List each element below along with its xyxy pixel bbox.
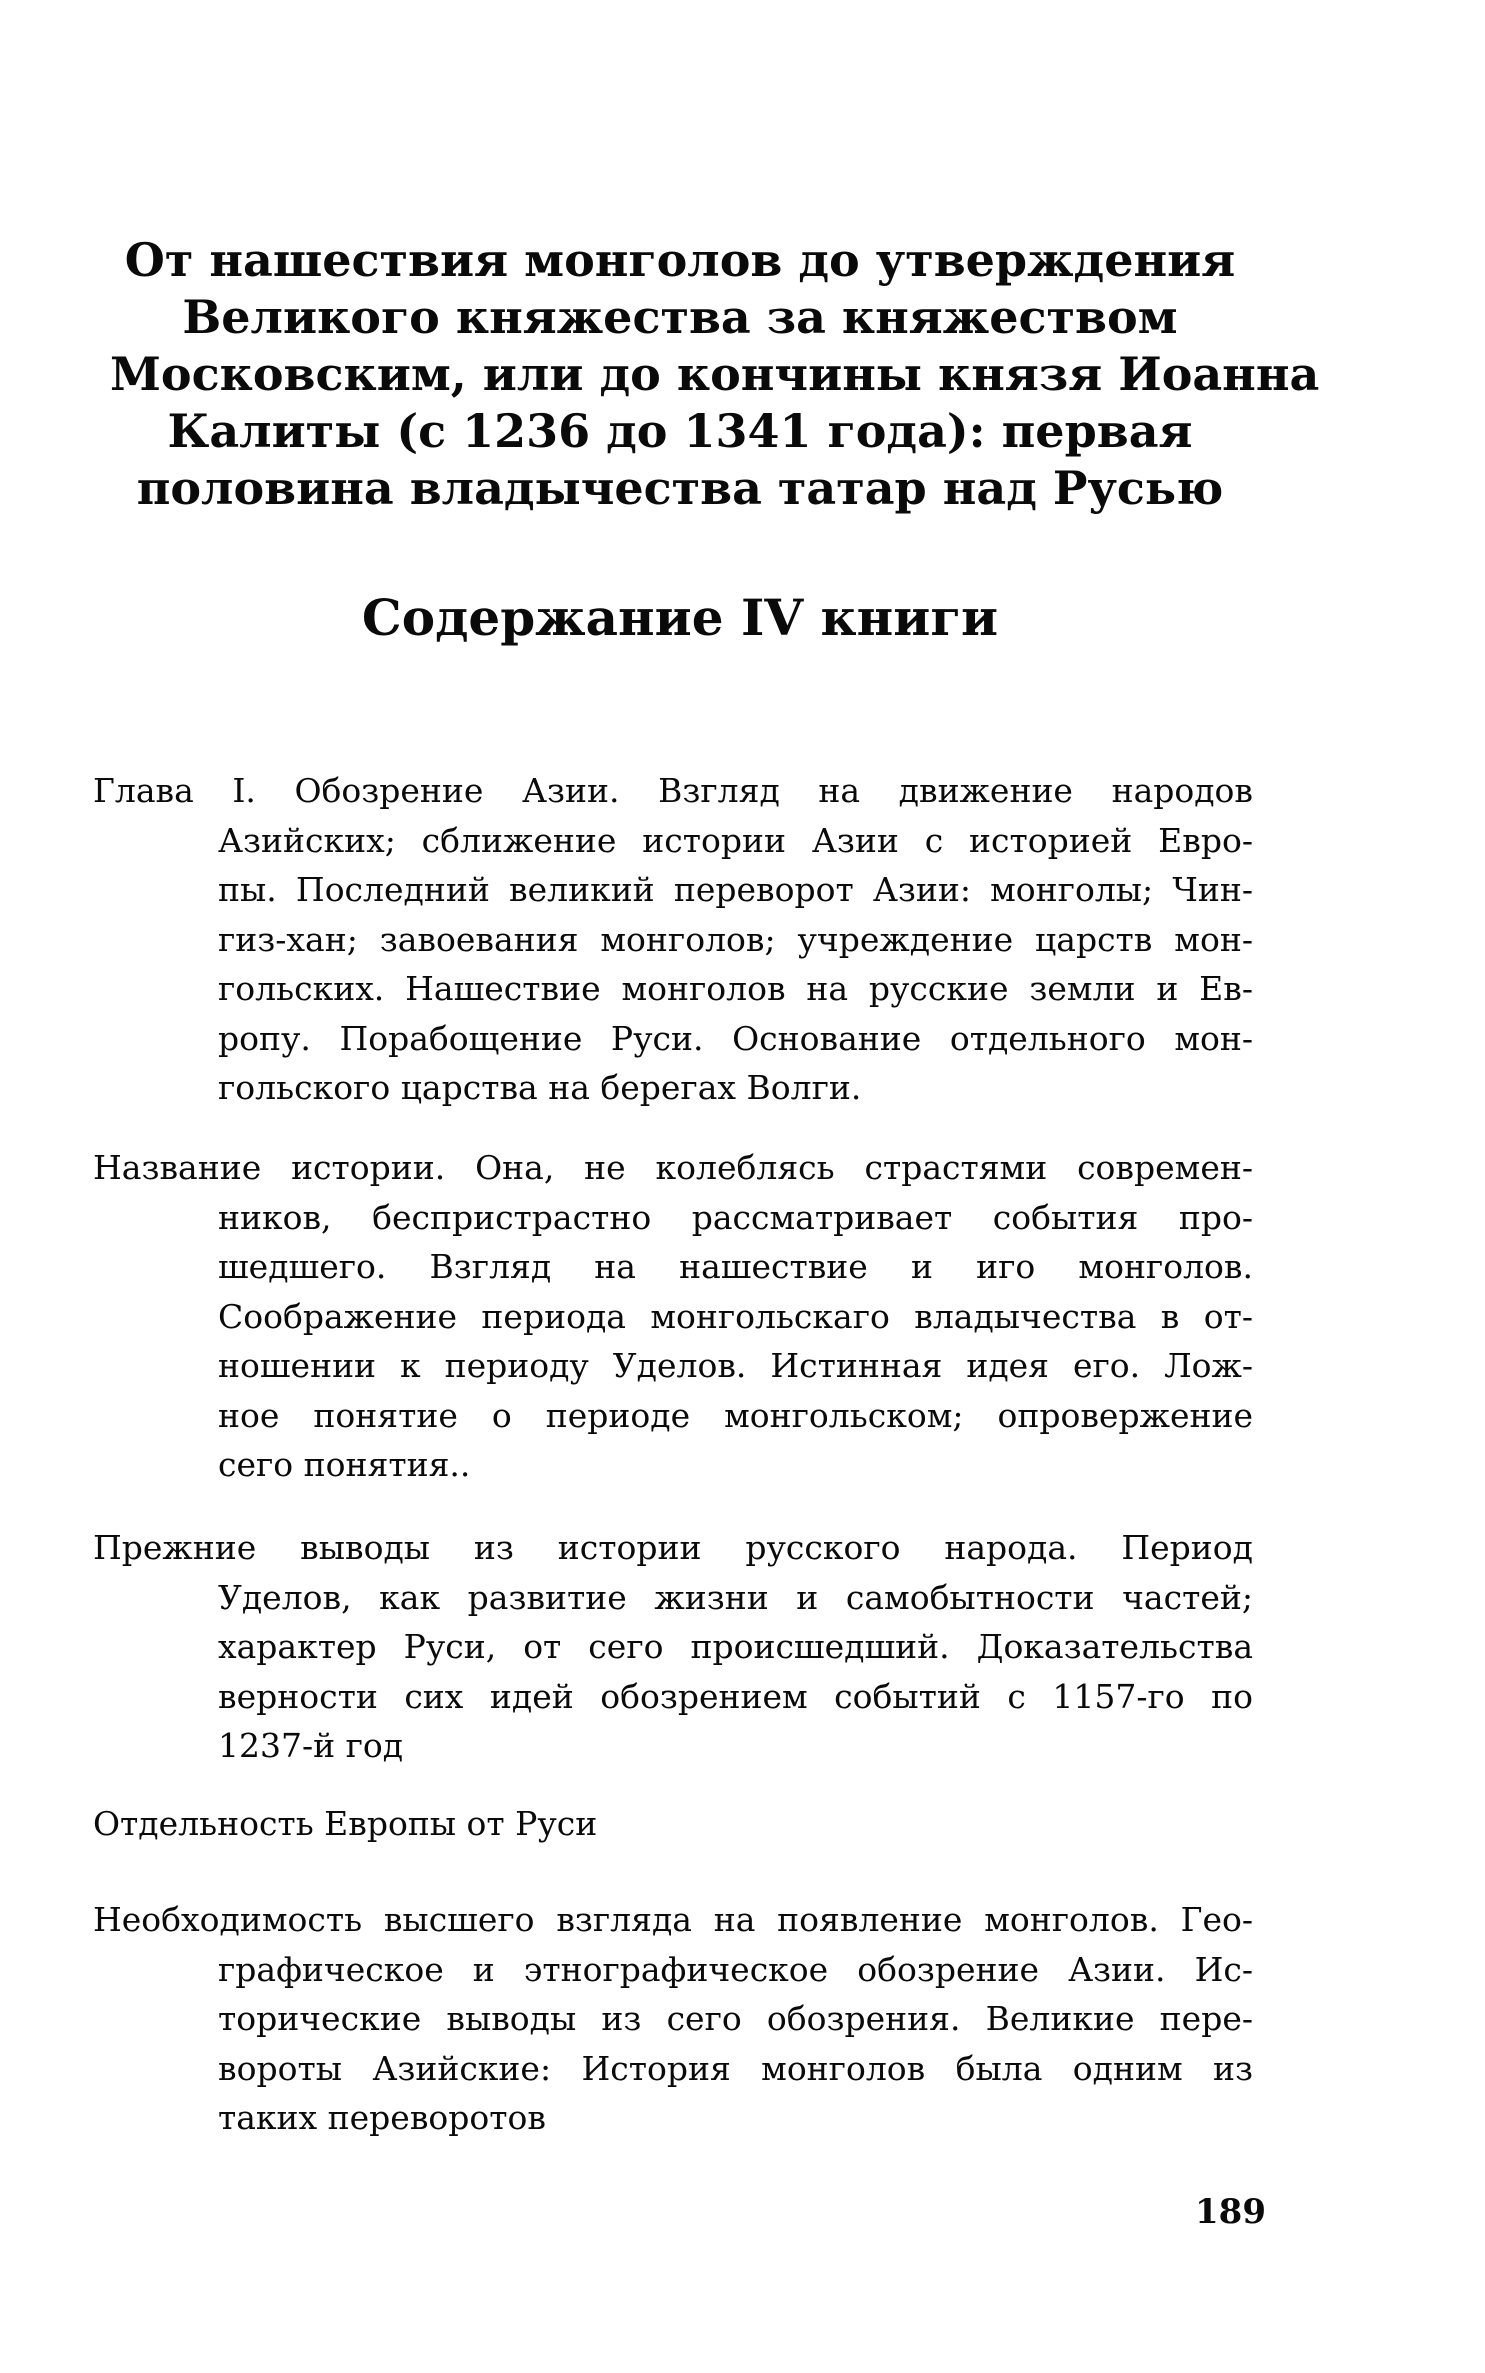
entry-line: Глава I. Обозрение Азии. Взгляд на движение народов — [93, 771, 1253, 810]
entry-line: ников, беспристрастно рассматривает события про- — [218, 1197, 1253, 1237]
entry-line: ное понятие о периоде монгольском; опровержение — [218, 1395, 1253, 1435]
entry-line: Отдельность Европы от Руси — [93, 1804, 598, 1843]
entry-line: Прежние выводы из истории русского народа. Период — [93, 1528, 1253, 1567]
toc-entry-necessity-of-view — [93, 1895, 1253, 2143]
entry-line: пы. Последний великий переворот Азии: монголы; Чин- — [218, 870, 1253, 909]
section-title: Содержание IV книги — [361, 588, 999, 647]
toc-entry-previous-conclusions — [93, 1523, 1253, 1771]
main-title-line: Московским, или до кончины князя Иоанна — [110, 347, 1320, 401]
entry-line: характер Руси, от сего происшедший. Доказательства — [218, 1627, 1253, 1666]
entry-line: Уделов, как развитие жизни и самобытности частей; — [218, 1577, 1253, 1617]
entry-line: гиз-хан; завоевания монголов; учреждение царств мон- — [218, 919, 1253, 959]
toc-entry-chapter-1 — [93, 766, 1253, 1113]
main-title-line: От нашествия монголов до утверждения — [124, 233, 1236, 287]
entry-line: Азийских; сближение истории Азии с историей Евро- — [218, 820, 1253, 860]
toc-entry-title-of-history — [93, 1143, 1253, 1490]
toc-entry-europe-separate — [93, 1799, 1253, 1849]
main-title-line: Калиты (с 1236 до 1341 года): первая — [167, 404, 1193, 458]
entry-line: Название истории. Она, не колеблясь страстями современ- — [93, 1148, 1253, 1187]
page-number: 189 — [1195, 2192, 1266, 2232]
entry-line: верности сих идей обозрением событий с 1157-го по — [218, 1676, 1253, 1716]
entry-line: сего понятия.. — [218, 1445, 471, 1484]
entry-line: 1237-й год — [218, 1726, 404, 1765]
entry-line: графическое и этнографическое обозрение Азии. Ис- — [218, 1949, 1253, 1989]
entry-line: Соображение периода монгольскаго владычества в от- — [218, 1296, 1253, 1336]
entry-line: ношении к периоду Уделов. Истинная идея его. Лож- — [218, 1346, 1253, 1385]
main-title-line: Великого княжества за княжеством — [182, 290, 1178, 344]
entry-line: Необходимость высшего взгляда на появление монголов. Гео- — [93, 1900, 1253, 1939]
main-title — [110, 232, 1320, 517]
entry-line: вороты Азийские: История монголов была одним из — [218, 2048, 1253, 2088]
entry-line: шедшего. Взгляд на нашествие и иго монголов. — [218, 1247, 1253, 1286]
entry-line: торические выводы из сего обозрения. Великие пере- — [218, 1999, 1253, 2038]
entry-line: ропу. Порабощение Руси. Основание отдельного мон- — [218, 1018, 1253, 1058]
entry-line: гольских. Нашествие монголов на русские земли и Ев- — [218, 969, 1253, 1008]
main-title-line: половина владычества татар над Русью — [136, 461, 1224, 515]
entry-line: таких переворотов — [218, 2098, 546, 2137]
entry-line: гольского царства на берегах Волги. — [218, 1068, 862, 1107]
